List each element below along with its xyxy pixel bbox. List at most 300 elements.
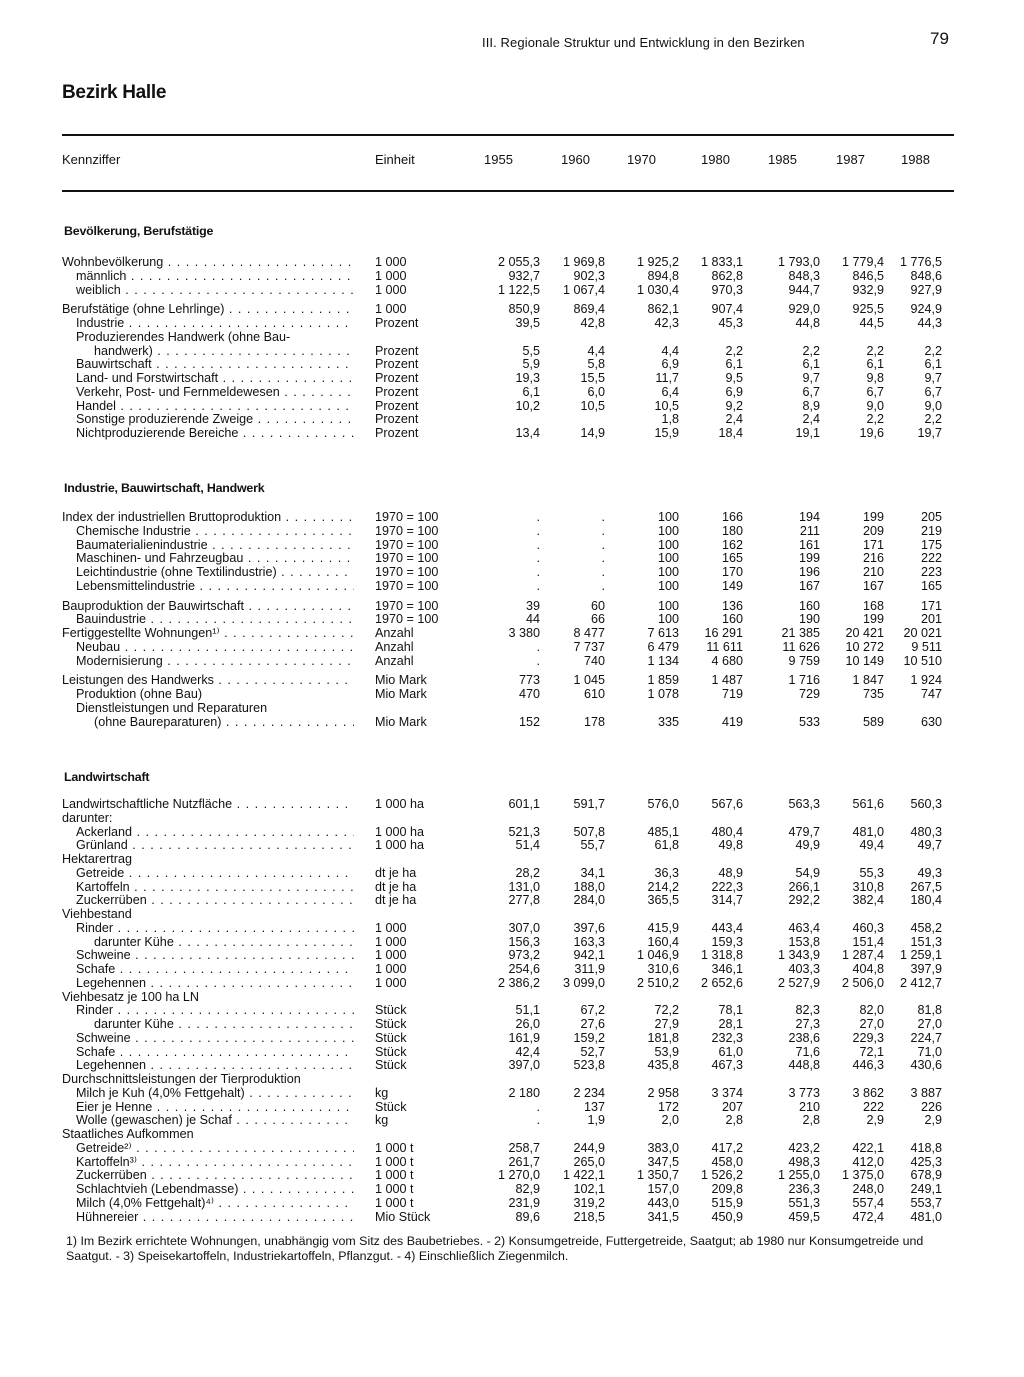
value-cell: 2 180 — [508, 1085, 540, 1100]
value-cell: 5,8 — [587, 357, 605, 372]
row-label: weiblich . . . — [76, 284, 354, 298]
value-cell: 160,4 — [647, 934, 679, 949]
value-cell: 167 — [862, 578, 884, 593]
value-cell: 236,3 — [788, 1182, 820, 1196]
value-cell: 27,0 — [859, 1017, 884, 1031]
row-label: Legehennen . . . — [76, 977, 354, 991]
value-cell: 27,6 — [580, 1017, 605, 1031]
row-label: männlich . . . — [76, 270, 354, 284]
value-cell: 1 350,7 — [636, 1168, 679, 1183]
value-cell: 719 — [721, 687, 743, 701]
value-cell: 601,1 — [508, 797, 540, 811]
value-cell: 4 680 — [711, 653, 743, 668]
value-cell: 26,0 — [515, 1017, 540, 1031]
row-unit: 1 000 — [375, 962, 407, 976]
value-cell: 2,2 — [725, 343, 743, 358]
value-cell: 44,8 — [795, 316, 820, 330]
row-label: Leichtindustrie (ohne Textilindustrie) . . . — [76, 566, 354, 580]
row-unit: 1 000 ha — [375, 838, 425, 853]
value-cell: 4,4 — [661, 343, 679, 358]
value-cell: 249,1 — [910, 1182, 942, 1196]
value-cell: 1 833,1 — [700, 255, 743, 269]
value-cell: 248,0 — [852, 1182, 884, 1196]
row-label: Kartoffeln . . . — [76, 881, 354, 895]
value-cell: 9,0 — [924, 398, 942, 413]
value-cell: 292,2 — [788, 893, 820, 908]
value-cell: 1 716 — [788, 673, 820, 688]
value-cell: 261,7 — [508, 1154, 540, 1169]
row-unit: Prozent — [375, 412, 419, 427]
value-cell: 335 — [657, 714, 679, 729]
value-cell: 8 477 — [573, 626, 605, 640]
value-cell: 848,3 — [788, 268, 820, 283]
row-unit: Anzahl — [375, 639, 414, 654]
row-label: handwerk) . . . — [94, 345, 354, 359]
row-unit: kg — [375, 1085, 389, 1100]
value-cell: 44,5 — [859, 316, 884, 330]
page-title: Bezirk Halle — [62, 82, 167, 103]
row-label: Legehennen . . . — [76, 1059, 354, 1073]
value-cell: 6 479 — [647, 639, 679, 654]
value-cell: 610 — [583, 687, 605, 701]
table-row — [0, 702, 1024, 716]
table-row — [0, 812, 1024, 826]
value-cell: . — [536, 1113, 540, 1128]
row-label: Baumaterialienindustrie . . . — [76, 539, 354, 553]
column-header-kennziffer: Kennziffer — [62, 152, 121, 167]
value-cell: 7 613 — [647, 626, 679, 640]
row-label: Nichtproduzierende Bereiche . . . — [76, 427, 354, 441]
row-unit: 1 000 t — [375, 1182, 414, 1196]
row-label: Hühnereier . . . — [76, 1211, 354, 1225]
value-cell: 9,7 — [924, 371, 942, 385]
value-cell: 521,3 — [508, 824, 540, 839]
value-cell: 419 — [721, 714, 743, 729]
table-row — [0, 641, 1024, 655]
value-cell: 15,9 — [654, 426, 679, 440]
value-cell: 1 318,8 — [700, 948, 743, 963]
row-unit: Prozent — [375, 426, 419, 440]
row-unit: 1 000 t — [375, 1168, 414, 1183]
value-cell: 1 259,1 — [899, 948, 942, 963]
value-cell: 10,2 — [515, 398, 540, 413]
value-cell: 49,8 — [718, 838, 743, 853]
value-cell: 190 — [798, 612, 820, 627]
row-label: Chemische Industrie . . . — [76, 525, 354, 539]
value-cell: 171 — [862, 537, 884, 552]
value-cell: 10 272 — [845, 639, 884, 654]
value-cell: 10,5 — [580, 398, 605, 413]
value-cell: 207 — [721, 1099, 743, 1114]
value-cell: . — [601, 523, 605, 538]
value-cell: 159,3 — [711, 934, 743, 949]
row-unit: 1 000 — [375, 282, 407, 297]
value-cell: 11 611 — [706, 639, 743, 654]
row-label: Schlachtvieh (Lebendmasse) . . . — [76, 1183, 354, 1197]
table-row — [0, 1211, 1024, 1225]
value-cell: 16 291 — [704, 626, 743, 640]
row-label: Bauwirtschaft . . . — [76, 358, 354, 372]
row-label: Wohnbevölkerung . . . — [62, 256, 354, 270]
value-cell: 479,7 — [788, 824, 820, 839]
table-row — [0, 1059, 1024, 1073]
value-cell: 102,1 — [573, 1182, 605, 1196]
value-cell: 49,9 — [795, 838, 820, 853]
value-cell: 423,2 — [788, 1140, 820, 1155]
value-cell: 67,2 — [580, 1003, 605, 1018]
table-row — [0, 1073, 1024, 1087]
value-cell: 6,9 — [725, 384, 743, 399]
row-unit: Stück — [375, 1017, 407, 1031]
value-cell: 42,8 — [580, 316, 605, 330]
value-cell: 1 045 — [573, 673, 605, 688]
value-cell: 735 — [862, 687, 884, 701]
row-label: Wolle (gewaschen) je Schaf . . . — [76, 1114, 354, 1128]
value-cell: 1 134 — [647, 653, 679, 668]
row-label: Schweine . . . — [76, 1032, 354, 1046]
value-cell: . — [536, 537, 540, 552]
value-cell: 51,1 — [515, 1003, 540, 1018]
value-cell: 1 270,0 — [497, 1168, 540, 1183]
row-unit: Stück — [375, 1003, 407, 1018]
row-label: Kartoffeln³⁾ . . . — [76, 1156, 354, 1170]
value-cell: 171 — [920, 598, 942, 613]
value-cell: 71,0 — [917, 1044, 942, 1059]
row-unit: Stück — [375, 1099, 407, 1114]
table-row — [0, 867, 1024, 881]
row-label: Getreide²⁾ . . . — [76, 1142, 354, 1156]
value-cell: 34,1 — [580, 865, 605, 880]
running-title: III. Regionale Struktur und Entwicklung in den Bezirken — [482, 35, 805, 50]
value-cell: 3 380 — [508, 626, 540, 640]
value-cell: 54,9 — [795, 865, 820, 880]
value-cell: 630 — [920, 714, 942, 729]
row-unit: Mio Stück — [375, 1209, 431, 1224]
row-label: Lebensmittelindustrie . . . — [76, 580, 354, 594]
value-cell: 166 — [721, 510, 743, 524]
value-cell: 460,3 — [852, 920, 884, 935]
value-cell: 2 234 — [573, 1085, 605, 1100]
value-cell: 82,3 — [795, 1003, 820, 1018]
value-cell: 862,8 — [711, 268, 743, 283]
value-cell: 467,3 — [711, 1058, 743, 1073]
value-cell: 480,3 — [910, 824, 942, 839]
value-cell: 7 737 — [573, 639, 605, 654]
value-cell: 181,8 — [647, 1030, 679, 1045]
row-unit: Prozent — [375, 316, 419, 330]
value-cell: 470 — [518, 687, 540, 701]
row-unit: Mio Mark — [375, 673, 427, 688]
value-cell: 49,7 — [917, 838, 942, 853]
value-cell: 567,6 — [711, 797, 743, 811]
value-cell: 3 862 — [852, 1085, 884, 1100]
value-cell: 100 — [657, 612, 679, 627]
row-label: Viehbesatz je 100 ha LN — [62, 990, 199, 1004]
table-row — [0, 511, 1024, 525]
value-cell: 6,9 — [661, 357, 679, 372]
value-cell: 365,5 — [647, 893, 679, 908]
row-unit: 1970 = 100 — [375, 551, 439, 566]
value-cell: 48,9 — [718, 865, 743, 880]
table-row — [0, 525, 1024, 539]
value-cell: 507,8 — [573, 824, 605, 839]
value-cell: 740 — [583, 653, 605, 668]
row-unit: Mio Mark — [375, 687, 427, 701]
table-row — [0, 853, 1024, 867]
value-cell: 165 — [721, 551, 743, 566]
value-cell: 9,8 — [866, 371, 884, 385]
value-cell: 310,8 — [852, 879, 884, 894]
row-unit: Anzahl — [375, 626, 414, 640]
value-cell: 310,6 — [647, 962, 679, 976]
value-cell: 161,9 — [508, 1030, 540, 1045]
value-cell: 160 — [798, 598, 820, 613]
value-cell: 167 — [798, 578, 820, 593]
value-cell: 131,0 — [508, 879, 540, 894]
value-cell: . — [601, 551, 605, 566]
row-label: Rinder . . . — [76, 1004, 354, 1018]
value-cell: 443,0 — [647, 1195, 679, 1210]
row-label: Verkehr, Post- und Fernmeldewesen . . . — [76, 386, 354, 400]
column-header-year: 1960 — [561, 152, 590, 167]
value-cell: 9,5 — [725, 371, 743, 385]
value-cell: 136 — [721, 598, 743, 613]
value-cell: . — [536, 510, 540, 524]
value-cell: 311,9 — [574, 962, 605, 976]
table-row — [0, 284, 1024, 298]
value-cell: 28,2 — [515, 865, 540, 880]
table-row — [0, 1128, 1024, 1142]
value-cell: 2 412,7 — [899, 975, 942, 990]
value-cell: 472,4 — [852, 1209, 884, 1224]
value-cell: 3 887 — [910, 1085, 942, 1100]
value-cell: 66 — [590, 612, 605, 627]
value-cell: 902,3 — [573, 268, 605, 283]
value-cell: . — [601, 510, 605, 524]
value-cell: 1 122,5 — [497, 282, 540, 297]
value-cell: 1 859 — [647, 673, 679, 688]
value-cell: 81,8 — [917, 1003, 942, 1018]
value-cell: 2 958 — [647, 1085, 679, 1100]
value-cell: 5,9 — [522, 357, 540, 372]
row-unit: 1970 = 100 — [375, 578, 439, 593]
row-unit: 1 000 — [375, 975, 407, 990]
value-cell: 19,1 — [795, 426, 820, 440]
value-cell: 435,8 — [647, 1058, 679, 1073]
value-cell: 216 — [862, 551, 884, 566]
value-cell: 2,4 — [725, 412, 743, 427]
value-cell: 563,3 — [788, 797, 820, 811]
value-cell: 254,6 — [508, 962, 540, 976]
value-cell: 932,7 — [508, 268, 540, 283]
value-cell: 160 — [721, 612, 743, 627]
value-cell: 591,7 — [573, 797, 605, 811]
table-row — [0, 270, 1024, 284]
value-cell: 2,0 — [661, 1113, 679, 1128]
value-cell: 1 255,0 — [777, 1168, 820, 1183]
value-cell: 222,3 — [711, 879, 743, 894]
column-header-year: 1970 — [627, 152, 656, 167]
row-unit: Prozent — [375, 384, 419, 399]
value-cell: 747 — [920, 687, 942, 701]
row-label: Fertiggestellte Wohnungen¹⁾ . . . — [62, 627, 354, 641]
value-cell: 2,8 — [802, 1113, 820, 1128]
value-cell: 1 030,4 — [636, 282, 679, 297]
value-cell: 1 526,2 — [700, 1168, 743, 1183]
value-cell: 2,9 — [924, 1113, 942, 1128]
table-row — [0, 798, 1024, 812]
value-cell: 238,6 — [788, 1030, 820, 1045]
value-cell: 944,7 — [788, 282, 820, 297]
value-cell: 929,0 — [788, 302, 820, 317]
table-row — [0, 839, 1024, 853]
value-cell: 397,6 — [573, 920, 605, 935]
value-cell: 100 — [657, 537, 679, 552]
table-row — [0, 1018, 1024, 1032]
value-cell: 49,3 — [917, 865, 942, 880]
value-cell: 211 — [799, 523, 820, 538]
table-row — [0, 922, 1024, 936]
table-row — [0, 894, 1024, 908]
value-cell: 19,7 — [917, 426, 942, 440]
value-cell: 850,9 — [508, 302, 540, 317]
value-cell: 1 924 — [910, 673, 942, 688]
value-cell: 267,5 — [910, 879, 942, 894]
value-cell: 51,4 — [515, 838, 540, 853]
value-cell: 71,6 — [795, 1044, 820, 1059]
value-cell: 20 421 — [845, 626, 884, 640]
value-cell: 2,2 — [866, 412, 884, 427]
value-cell: 156,3 — [508, 934, 540, 949]
value-cell: 151,3 — [910, 934, 942, 949]
value-cell: 319,2 — [573, 1195, 605, 1210]
value-cell: 284,0 — [573, 893, 605, 908]
section-title: Bevölkerung, Berufstätige — [64, 224, 214, 238]
row-label: Landwirtschaftliche Nutzfläche . . . — [62, 798, 354, 812]
row-label: Rinder . . . — [76, 922, 354, 936]
row-label: Ackerland . . . — [76, 826, 354, 840]
value-cell: 11,7 — [655, 371, 679, 385]
row-unit: kg — [375, 1113, 389, 1128]
table-row — [0, 716, 1024, 730]
value-cell: 39,5 — [515, 316, 540, 330]
value-cell: 397,9 — [910, 962, 942, 976]
value-cell: 42,3 — [654, 316, 679, 330]
row-unit: dt je ha — [375, 865, 417, 880]
value-cell: 229,3 — [852, 1030, 884, 1045]
row-unit: Stück — [375, 1058, 407, 1073]
value-cell: 412,0 — [852, 1154, 884, 1169]
row-label: (ohne Baureparaturen) . . . — [94, 716, 354, 730]
value-cell: 82,9 — [515, 1182, 540, 1196]
value-cell: 222 — [862, 1099, 884, 1114]
value-cell: 149 — [721, 578, 743, 593]
page-number: 79 — [930, 29, 949, 48]
row-unit: 1970 = 100 — [375, 598, 439, 613]
value-cell: 523,8 — [573, 1058, 605, 1073]
value-cell: 927,9 — [910, 282, 942, 297]
table-row — [0, 1197, 1024, 1211]
column-header-year: 1955 — [484, 152, 513, 167]
value-cell: 10 149 — [845, 653, 884, 668]
value-cell: 20 021 — [903, 626, 942, 640]
value-cell: 561,6 — [852, 797, 884, 811]
value-cell: 44,3 — [917, 316, 942, 330]
value-cell: 151,4 — [852, 934, 884, 949]
value-cell: 417,2 — [711, 1140, 743, 1155]
value-cell: 201 — [920, 612, 942, 627]
value-cell: 82,0 — [859, 1003, 884, 1018]
value-cell: 557,4 — [852, 1195, 884, 1210]
value-cell: 232,3 — [711, 1030, 743, 1045]
value-cell: 1 046,9 — [636, 948, 679, 963]
value-cell: 341,5 — [647, 1209, 679, 1224]
row-label: Maschinen- und Fahrzeugbau . . . — [76, 552, 354, 566]
value-cell: 209,8 — [711, 1182, 743, 1196]
value-cell: . — [536, 565, 540, 579]
table-row — [0, 1142, 1024, 1156]
value-cell: 168 — [862, 598, 884, 613]
row-unit: 1970 = 100 — [375, 565, 439, 579]
value-cell: 2,9 — [866, 1113, 884, 1128]
value-cell: 576,0 — [647, 797, 679, 811]
value-cell: 53,9 — [654, 1044, 679, 1059]
table-row — [0, 977, 1024, 991]
value-cell: 9,7 — [802, 371, 820, 385]
value-cell: 2,2 — [924, 343, 942, 358]
value-cell: 157,0 — [647, 1182, 679, 1196]
value-cell: 218,5 — [573, 1209, 605, 1224]
value-cell: 19,6 — [859, 426, 884, 440]
row-label: darunter Kühe . . . — [94, 936, 354, 950]
row-label: Milch (4,0% Fettgehalt)⁴⁾ . . . — [76, 1197, 354, 1211]
row-label: Staatliches Aufkommen — [62, 1128, 194, 1141]
value-cell: 222 — [920, 551, 942, 566]
value-cell: 6,1 — [866, 357, 884, 372]
row-label: Land- und Forstwirtschaft . . . — [76, 372, 354, 386]
value-cell: 3 374 — [711, 1085, 743, 1100]
row-label: Produktion (ohne Bau) — [76, 688, 203, 701]
value-cell: 422,1 — [852, 1140, 884, 1155]
value-cell: 194 — [798, 510, 820, 524]
row-label: Grünland . . . — [76, 839, 354, 853]
value-cell: 52,7 — [580, 1044, 605, 1059]
value-cell: 459,5 — [788, 1209, 820, 1224]
value-cell: 430,6 — [910, 1058, 942, 1073]
column-header-year: 1985 — [768, 152, 797, 167]
value-cell: 89,6 — [515, 1209, 540, 1224]
row-unit: 1 000 t — [375, 1154, 414, 1169]
column-header-year: 1980 — [701, 152, 730, 167]
value-cell: 425,3 — [910, 1154, 942, 1169]
value-cell: 13,4 — [515, 426, 540, 440]
table-row — [0, 908, 1024, 922]
row-unit: Mio Mark — [375, 714, 427, 729]
table-row — [0, 1087, 1024, 1101]
value-cell: 1 793,0 — [777, 255, 820, 269]
value-cell: 415,9 — [647, 920, 679, 935]
value-cell: 1 969,8 — [562, 255, 605, 269]
value-cell: 209 — [862, 523, 884, 538]
value-cell: 2 527,9 — [777, 975, 820, 990]
value-cell: 846,5 — [852, 268, 884, 283]
column-header-year: 1987 — [836, 152, 865, 167]
value-cell: 14,9 — [580, 426, 605, 440]
value-cell: 450,9 — [711, 1209, 743, 1224]
header-rule — [62, 190, 954, 192]
value-cell: 446,3 — [852, 1058, 884, 1073]
table-row — [0, 331, 1024, 345]
